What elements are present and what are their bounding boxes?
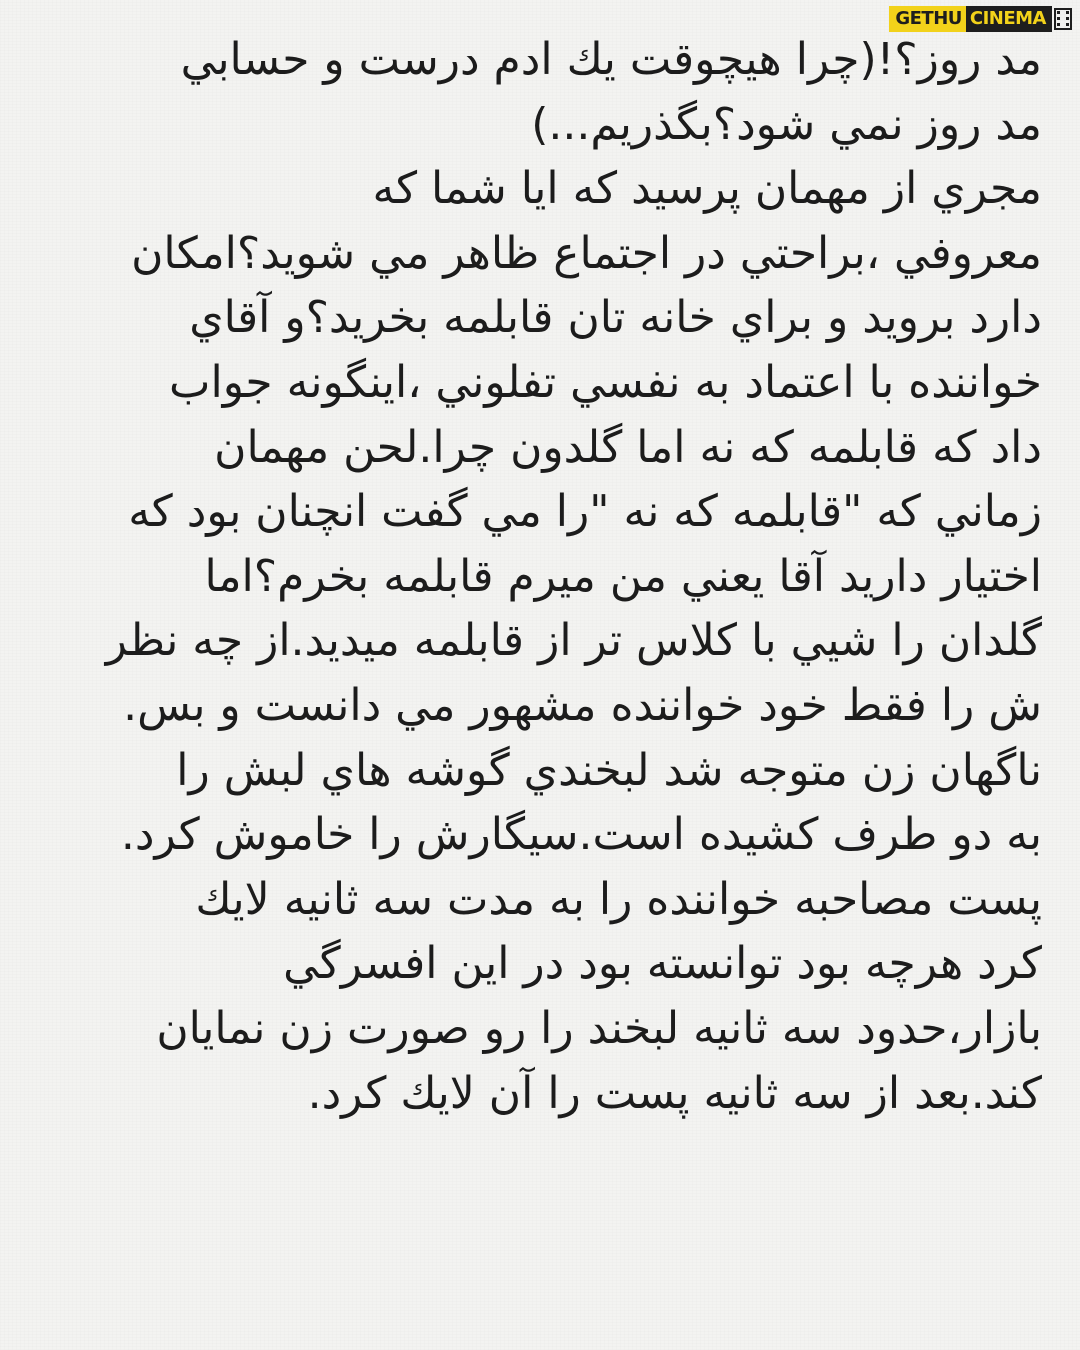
- text-line: زماني كه "قابلمه كه نه "را مي گفت انچنان بود كه: [128, 486, 1042, 538]
- text-line: داد كه قابلمه كه نه اما گلدون چرا.لحن مهمان: [214, 421, 1042, 473]
- text-line: كرد هرچه بود توانسته بود در اين افسرگي: [283, 938, 1042, 990]
- text-line: پست مصاحبه خواننده را به مدت سه ثانيه لايك: [195, 873, 1042, 925]
- watermark-part1: GETHU: [889, 6, 966, 32]
- text-line: ناگهان زن متوجه شد لبخندي گوشه هاي لبش را: [176, 744, 1042, 796]
- text-line: بازار،حدود سه ثانيه لبخند را رو صورت زن نمايان: [156, 1002, 1042, 1054]
- film-strip-icon: [1054, 8, 1072, 30]
- text-line: به دو طرف كشيده است.سيگارش را خاموش كرد.: [120, 809, 1042, 861]
- text-line: معروفي ،براحتي در اجتماع ظاهر مي شويد؟امكان: [131, 227, 1042, 279]
- post-text: [32, 28, 1042, 1126]
- text-line: مجري از مهمان پرسيد كه ايا شما كه: [372, 163, 1042, 215]
- text-line: اختيار داريد آقا يعني من ميرم قابلمه بخرم؟اما: [204, 550, 1042, 602]
- text-line: گلدان را شيي با كلاس تر از قابلمه ميديد.از چه نظر: [105, 615, 1042, 667]
- text-line: مد روز نمي شود؟بگذريم...): [531, 98, 1042, 150]
- text-line: كند.بعد از سه ثانيه پست را آن لايك كرد.: [307, 1067, 1042, 1119]
- text-line: مد روز؟!(چرا هيچوقت يك ادم درست و حسابي: [180, 34, 1042, 85]
- watermark-part2: CINEMA: [966, 6, 1052, 32]
- text-line: دارد برويد و براي خانه تان قابلمه بخريد؟و آقاي: [189, 292, 1042, 344]
- text-line: خواننده با اعتماد به نفسي تفلوني ،اينگونه جواب: [169, 356, 1042, 408]
- text-line: ش را فقط خود خواننده مشهور مي دانست و بس.: [123, 679, 1042, 731]
